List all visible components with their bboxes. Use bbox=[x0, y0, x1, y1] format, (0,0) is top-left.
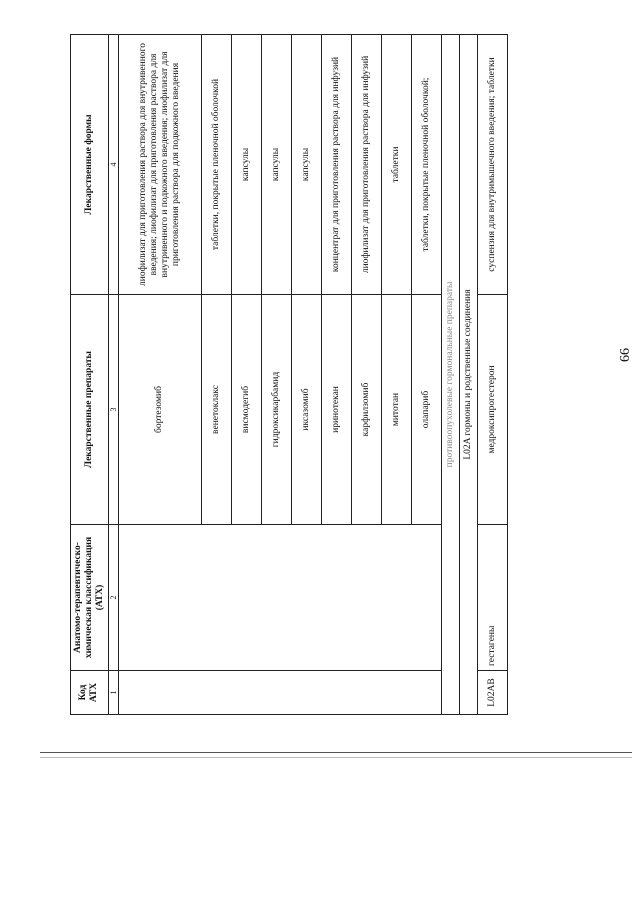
table-row bbox=[477, 35, 507, 715]
header-classification: Анатомо-терапевтическо-химическая классификация (АТХ) bbox=[71, 525, 109, 671]
cell-form: таблетки bbox=[381, 35, 411, 295]
section-row-faded bbox=[441, 35, 459, 715]
header-code: Код АТХ bbox=[71, 671, 109, 715]
cell-drug: гидроксикарбамид bbox=[261, 295, 291, 525]
cell-code: L02AB bbox=[477, 671, 507, 715]
cell-form: таблетки, покрытые пленочной оболочкой; bbox=[411, 35, 441, 295]
cell-class: гестагены bbox=[477, 525, 507, 671]
cell-form: лиофилизат для приготовления раствора для внутривенного введения; лиофилизат для приготовления раствора для внутривенного и подкожного введения; лиофилизат для приготовления раствора для подкожного введения bbox=[118, 35, 201, 295]
cell-form: концентрат для приготовления раствора для инфузий bbox=[321, 35, 351, 295]
cell-form: лиофилизат для приготовления раствора для инфузий bbox=[351, 35, 381, 295]
cell-form: капсулы bbox=[231, 35, 261, 295]
header-drugs: Лекарственные препараты bbox=[71, 295, 109, 525]
col-number: 1 bbox=[108, 671, 118, 715]
section-row bbox=[459, 35, 477, 715]
header-row bbox=[71, 35, 109, 715]
cell-class bbox=[118, 525, 441, 671]
column-numbers-row bbox=[108, 35, 118, 715]
scan-edge-line bbox=[40, 752, 632, 753]
cell-drug: медроксипрогестерон bbox=[477, 295, 507, 525]
page-number: 66 bbox=[618, 348, 633, 362]
table-row bbox=[118, 35, 201, 715]
scan-edge-line bbox=[40, 757, 632, 758]
col-number: 4 bbox=[108, 35, 118, 295]
cell-drug: венетоклакс bbox=[201, 295, 231, 525]
cell-drug: висмодегиб bbox=[231, 295, 261, 525]
section-title: L02A гормоны и родственные соединения bbox=[459, 35, 477, 715]
rotated-page bbox=[70, 35, 570, 715]
section-title-faded: противоопухолевые гормональные препараты bbox=[441, 35, 459, 715]
cell-code bbox=[118, 671, 441, 715]
header-forms: Лекарственные формы bbox=[71, 35, 109, 295]
cell-form: таблетки, покрытые пленочной оболочкой bbox=[201, 35, 231, 295]
cell-drug: иринотекан bbox=[321, 295, 351, 525]
drug-table bbox=[70, 34, 508, 715]
cell-drug: бортезомиб bbox=[118, 295, 201, 525]
cell-drug: иксазомиб bbox=[291, 295, 321, 525]
cell-form: суспензия для внутримышечного введения; таблетки bbox=[477, 35, 507, 295]
cell-drug: митотан bbox=[381, 295, 411, 525]
cell-drug: карфилзомиб bbox=[351, 295, 381, 525]
cell-drug: олапариб bbox=[411, 295, 441, 525]
col-number: 2 bbox=[108, 525, 118, 671]
cell-form: капсулы bbox=[261, 35, 291, 295]
col-number: 3 bbox=[108, 295, 118, 525]
cell-form: капсулы bbox=[291, 35, 321, 295]
